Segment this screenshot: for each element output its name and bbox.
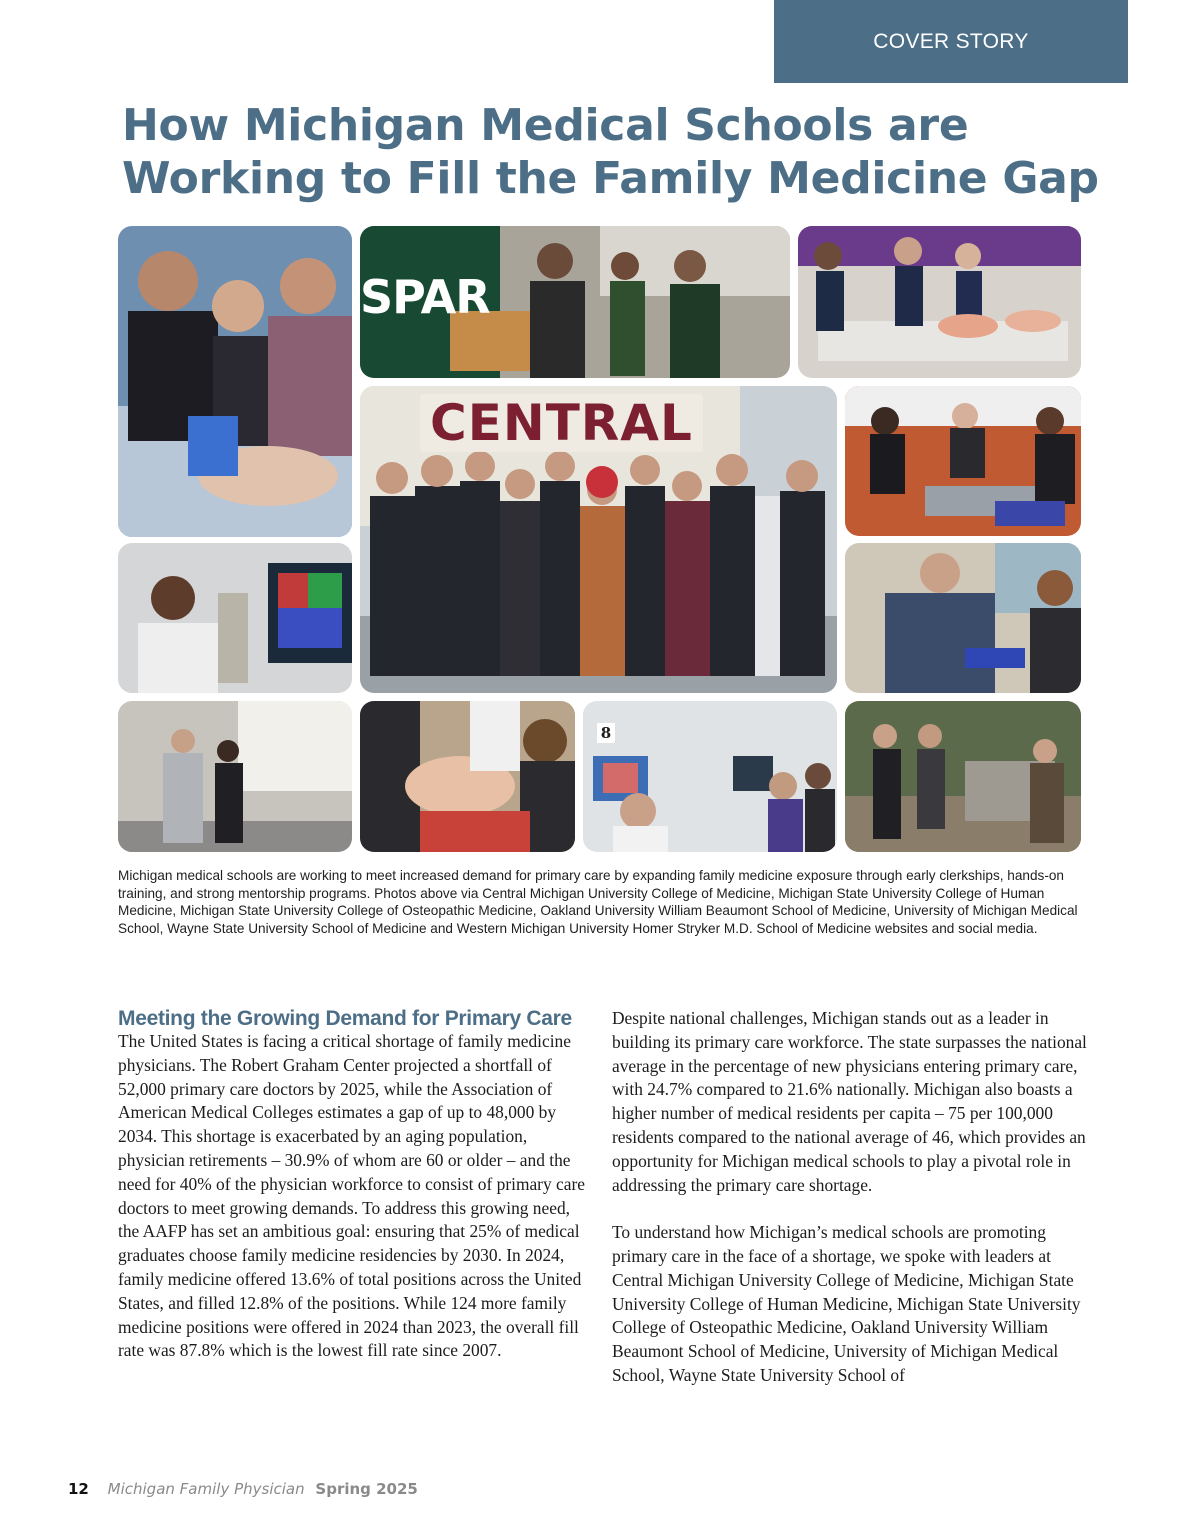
issue-label: Spring 2025	[315, 1480, 418, 1498]
section-label: COVER STORY	[774, 0, 1128, 83]
banner-text-central: CENTRAL	[420, 394, 703, 452]
body-paragraph: The United States is facing a critical shortage of family medicine physicians. The Robert Graham Center projected a shortfall of 52,000 primary care doctors by 2025, while the Association of American Medical Colleges estimates a gap of up to 48,000 by 2034. This shortage is exacerbated by an aging population, physician retirements – 30.9% of whom are 60 or older – and the need for 40% of the physician workforce to consist of primary care doctors to meet growing demands. To address this growing need, the AAFP has set an ambitious goal: ensuring that 25% of medical graduates choose family medicine residencies by 2030. In 2024, family medicine offered 13.6% of total positions across the United States, and filled 12.8% of the positions. While 124 more family medicine positions were offered in 2024 than 2023, the overall fill rate was 87.8% which is the lowest fill rate since 2007.	[118, 1031, 585, 1361]
photo-students-training-manikin	[118, 226, 352, 537]
article-column-left	[118, 1007, 586, 1363]
photo-students-anatomy-lab	[798, 226, 1081, 378]
photo-outdoor-group	[845, 701, 1081, 852]
room-number-sign: 8	[597, 723, 615, 743]
photo-simulation-lab	[583, 701, 837, 852]
photo-poster-session	[118, 701, 352, 852]
page-footer	[68, 1480, 418, 1498]
photo-students-carrying-supplies	[360, 226, 790, 378]
photo-caption: Michigan medical schools are working to meet increased demand for primary care by expanding family medicine exposure through early clerkships, hands-on training, and strong mentorship programs. Photos above via Central Michigan University College of Medicine, Michigan State University College of Human Medicine, Michigan State University College of Osteopathic Medicine, Oakland University William Beaumont School of Medicine, University of Michigan Medical School, Wayne State University School of Medicine and Western Michigan University Homer Stryker M.D. School of Medicine websites and social media.	[118, 868, 1078, 936]
article-column-right	[612, 1007, 1087, 1388]
page-title: How Michigan Medical Schools are Working to Fill the Family Medicine Gap	[122, 100, 1099, 204]
body-paragraph: Despite national challenges, Michigan stands out as a leader in building its primary care workforce. The state surpasses the national average in the percentage of new physicians entering primary care, with 24.7% compared to 21.6% nationally. Michigan also boasts a higher number of medical residents per capita – 75 per 100,000 residents compared to the national average of 46, which provides an opportunity for Michigan medical schools to play a pivotal role in addressing the primary care shortage.	[612, 1008, 1087, 1195]
photo-researcher-microscope	[118, 543, 352, 693]
page-number: 12	[68, 1480, 89, 1498]
photo-cpr-training	[360, 701, 575, 852]
magazine-title: Michigan Family Physician	[107, 1480, 305, 1498]
banner-text-spar: SPAR	[360, 270, 490, 324]
photo-central-group	[360, 386, 837, 693]
photo-students-clinical-exam	[845, 386, 1081, 536]
photo-student-examining-patient	[845, 543, 1081, 693]
section-subheading: Meeting the Growing Demand for Primary Care	[118, 1007, 572, 1030]
body-paragraph: To understand how Michigan’s medical schools are promoting primary care in the face of a shortage, we spoke with leaders at Central Michigan University College of Medicine, Michigan State University College of Human Medicine, Michigan State University College of Osteopathic Medicine, Oakland University William Beaumont School of Medicine, University of Michigan Medical School, Wayne State University School of	[612, 1222, 1081, 1385]
photo-collage	[118, 226, 1081, 852]
